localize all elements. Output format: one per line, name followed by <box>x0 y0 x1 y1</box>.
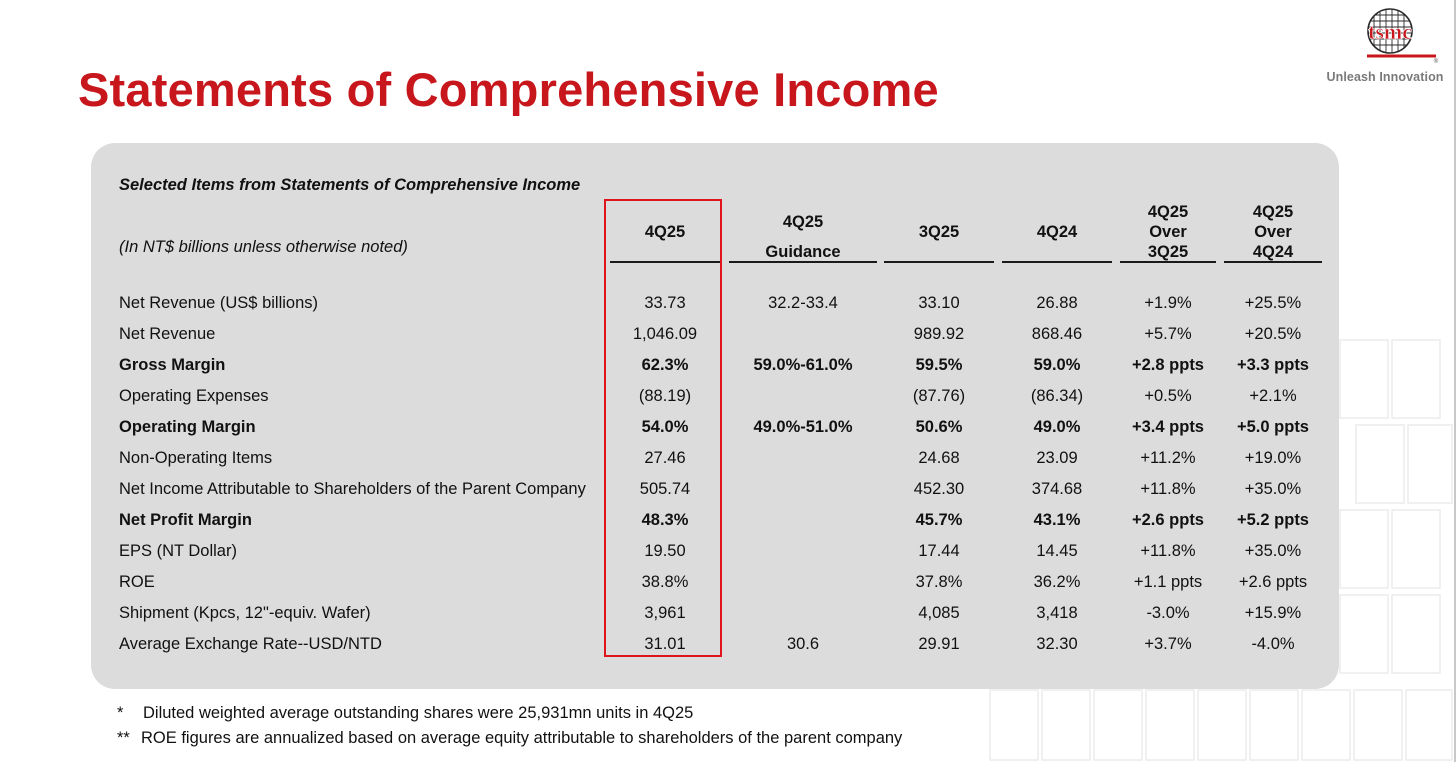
column-header-4q25-over-3q25: 4Q25 Over 3Q25 <box>1147 203 1189 261</box>
table-cell: +2.6 ppts <box>1238 573 1308 591</box>
table-cell: (88.19) <box>638 387 692 405</box>
table-cell: 36.2% <box>1033 573 1081 591</box>
table-cell: +35.0% <box>1244 480 1302 498</box>
table-cell: -4.0% <box>1251 635 1295 653</box>
table-cell: +3.4 ppts <box>1132 418 1204 436</box>
table-cell: 59.0%-61.0% <box>753 356 853 374</box>
table-cell: 31.01 <box>644 635 686 653</box>
table-cell: +35.0% <box>1244 542 1302 560</box>
row-label: Average Exchange Rate--USD/NTD <box>119 635 382 653</box>
column-header-4q25-over-4q24: 4Q25 Over 4Q24 <box>1252 203 1294 261</box>
table-cell: +3.7% <box>1144 635 1192 653</box>
table-cell: +5.7% <box>1144 325 1192 343</box>
table-cell: 32.2-33.4 <box>768 294 838 312</box>
table-cell: +11.2% <box>1140 449 1196 467</box>
row-label: Net Revenue <box>119 325 216 343</box>
header-underline <box>1224 261 1322 263</box>
table-cell: 374.68 <box>1031 480 1083 498</box>
header-underline <box>1120 261 1216 263</box>
table-cell: 49.0%-51.0% <box>753 418 853 436</box>
tsmc-logo <box>1340 4 1440 64</box>
table-cell: +20.5% <box>1244 325 1302 343</box>
table-cell: 59.0% <box>1033 356 1081 374</box>
table-cell: 29.91 <box>918 635 960 653</box>
table-cell: 1,046.09 <box>632 325 698 343</box>
column-header-3q25: 3Q25 <box>918 223 960 241</box>
table-cell: 505.74 <box>639 480 691 498</box>
table-cell: +15.9% <box>1244 604 1302 622</box>
header-underline <box>884 261 994 263</box>
footnote-shares: * Diluted weighted average outstanding shares were 25,931mn units in 4Q25 <box>117 704 694 722</box>
row-label: ROE <box>119 573 155 591</box>
row-label: Operating Expenses <box>119 387 269 405</box>
table-cell: 17.44 <box>918 542 960 560</box>
table-cell: +11.8% <box>1140 480 1196 498</box>
header-underline <box>1002 261 1112 263</box>
table-cell: 3,961 <box>644 604 686 622</box>
row-label: Net Profit Margin <box>119 511 252 529</box>
header-underline <box>729 261 877 263</box>
table-cell: +11.8% <box>1140 542 1196 560</box>
table-cell: +2.8 ppts <box>1132 356 1204 374</box>
table-cell: 50.6% <box>915 418 963 436</box>
table-cell: 24.68 <box>918 449 960 467</box>
row-label: Net Revenue (US$ billions) <box>119 294 319 312</box>
column-header-4q25-guidance: 4Q25 Guidance <box>765 213 841 261</box>
table-cell: 989.92 <box>913 325 965 343</box>
table-cell: 33.73 <box>644 294 686 312</box>
units-note: (In NT$ billions unless otherwise noted) <box>119 238 408 256</box>
table-cell: (86.34) <box>1030 387 1084 405</box>
row-label: Non-Operating Items <box>119 449 273 467</box>
table-cell: 59.5% <box>915 356 963 374</box>
table-cell: 33.10 <box>918 294 960 312</box>
table-cell: +19.0% <box>1244 449 1302 467</box>
svg-text:®: ® <box>1433 59 1439 65</box>
table-cell: 26.88 <box>1036 294 1078 312</box>
table-cell: 43.1% <box>1033 511 1081 529</box>
row-label: Operating Margin <box>119 418 256 436</box>
table-cell: 3,418 <box>1036 604 1078 622</box>
logo-tagline: Unleash Innovation <box>1326 70 1444 84</box>
footnote-roe: ** ROE figures are annualized based on average equity attributable to shareholders of the parent company <box>117 729 903 747</box>
table-cell: +5.2 ppts <box>1237 511 1309 529</box>
table-cell: +3.3 ppts <box>1237 356 1309 374</box>
row-label: Shipment (Kpcs, 12"-equiv. Wafer) <box>119 604 371 622</box>
table-cell: 27.46 <box>644 449 686 467</box>
table-cell: 37.8% <box>915 573 963 591</box>
table-cell: 62.3% <box>641 356 689 374</box>
row-label: Net Income Attributable to Shareholders of the Parent Company <box>119 480 586 498</box>
column-header-4q25: 4Q25 <box>644 223 686 241</box>
row-label: Gross Margin <box>119 356 226 374</box>
table-cell: 30.6 <box>786 635 820 653</box>
table-cell: +25.5% <box>1244 294 1302 312</box>
highlight-box-4q25 <box>604 199 722 657</box>
column-header-4q24: 4Q24 <box>1036 223 1078 241</box>
table-cell: 452.30 <box>913 480 965 498</box>
table-cell: +5.0 ppts <box>1237 418 1309 436</box>
table-cell: +2.1% <box>1249 387 1297 405</box>
table-cell: 45.7% <box>915 511 963 529</box>
table-cell: 4,085 <box>918 604 960 622</box>
table-cell: +1.9% <box>1144 294 1192 312</box>
table-cell: 868.46 <box>1031 325 1083 343</box>
slide-title: Statements of Comprehensive Income <box>78 63 939 116</box>
table-cell: 48.3% <box>641 511 689 529</box>
row-label: EPS (NT Dollar) <box>119 542 237 560</box>
table-cell: +1.1 ppts <box>1133 573 1203 591</box>
table-cell: -3.0% <box>1146 604 1190 622</box>
table-cell: 19.50 <box>644 542 686 560</box>
table-cell: 54.0% <box>641 418 689 436</box>
table-section-title: Selected Items from Statements of Comprehensive Income <box>119 176 581 194</box>
logo-wordmark: tsmc <box>1368 19 1412 44</box>
table-cell: 38.8% <box>641 573 689 591</box>
table-cell: +0.5% <box>1144 387 1192 405</box>
table-cell: 32.30 <box>1036 635 1078 653</box>
table-cell: 14.45 <box>1036 542 1078 560</box>
table-cell: 49.0% <box>1033 418 1081 436</box>
table-cell: +2.6 ppts <box>1132 511 1204 529</box>
table-cell: (87.76) <box>912 387 966 405</box>
table-cell: 23.09 <box>1036 449 1078 467</box>
